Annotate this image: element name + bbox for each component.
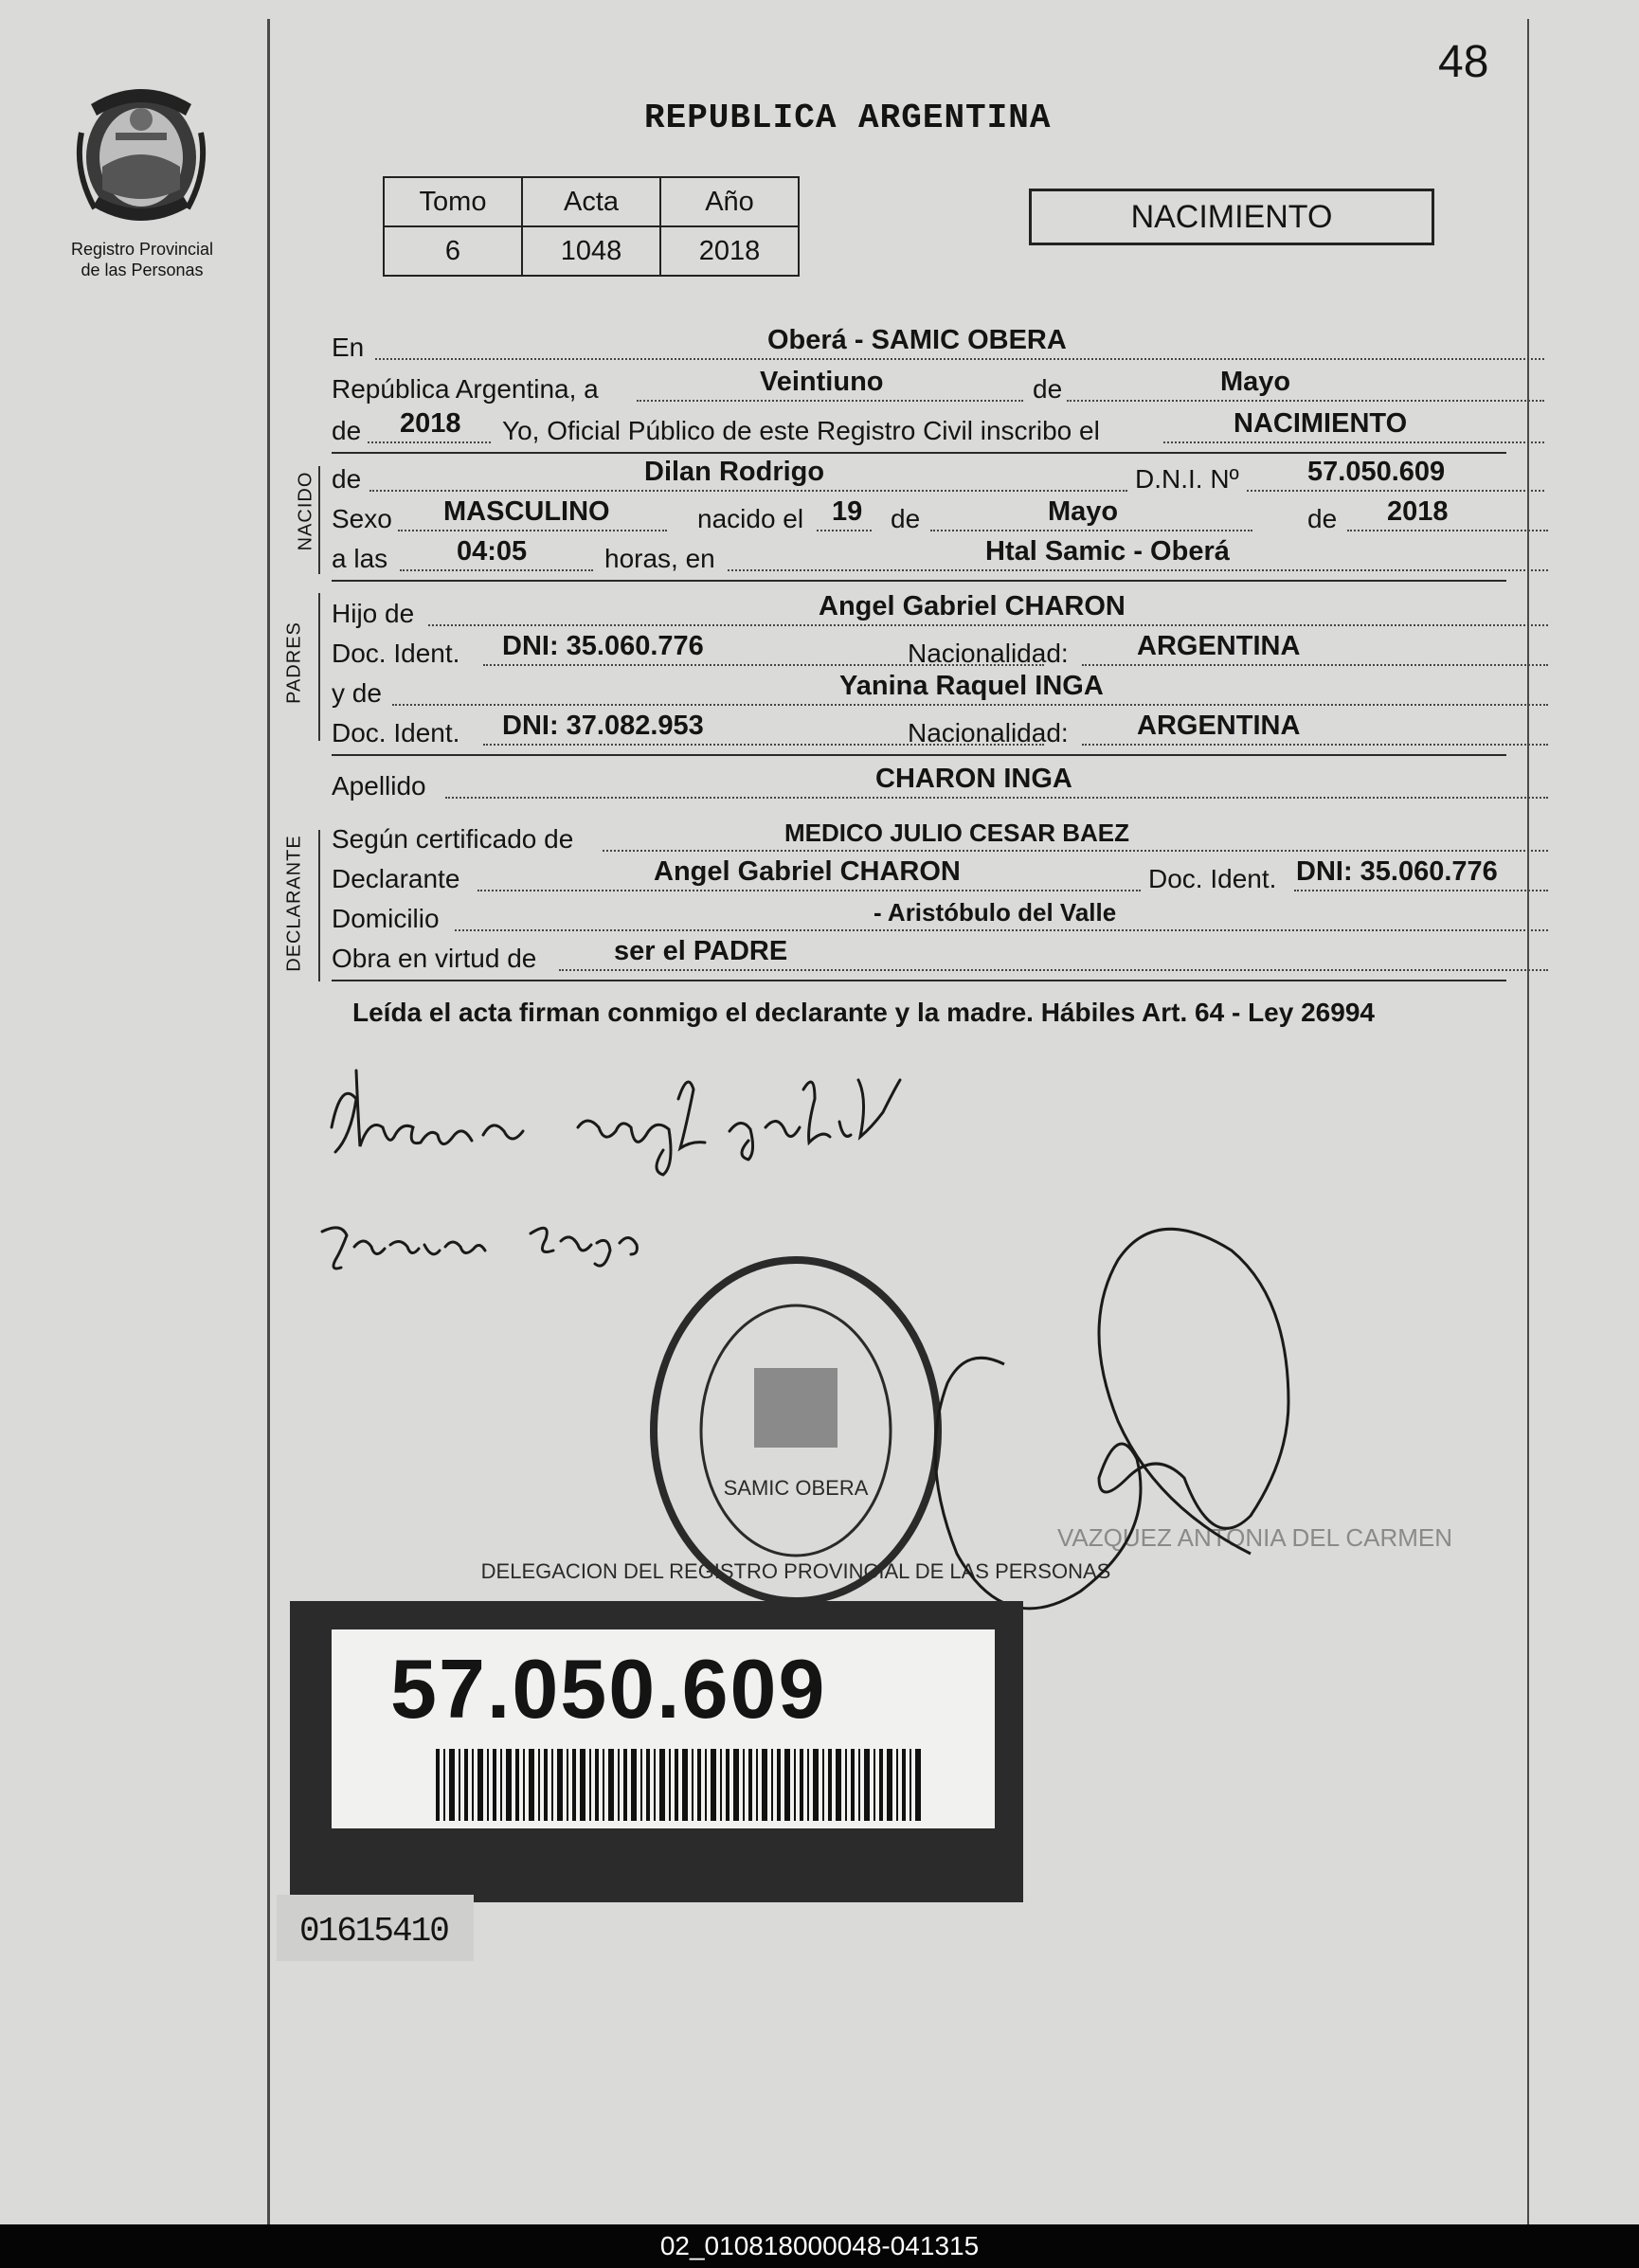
en-label: En xyxy=(332,333,365,362)
serial-number: 01615410 xyxy=(299,1912,448,1951)
row-republica xyxy=(332,367,1506,410)
nacionalidad-label: Nacionalidad: xyxy=(908,718,1069,747)
right-margin-line xyxy=(1527,19,1529,2224)
dotted-line xyxy=(603,850,1548,852)
mother-doc-value: DNI: 37.082.953 xyxy=(502,711,704,741)
mother-nationality-value: ARGENTINA xyxy=(1137,711,1301,741)
de-label: de xyxy=(332,416,362,445)
dotted-line xyxy=(817,530,872,531)
stamp-inner-text: SAMIC OBERA xyxy=(723,1476,869,1500)
id-number: 57.050.609 xyxy=(390,1642,827,1736)
row-certificado xyxy=(332,820,1506,860)
barcode xyxy=(436,1749,921,1821)
horas-en-label: horas, en xyxy=(604,544,715,573)
organization-name xyxy=(47,239,237,280)
nacido-section-label: NACIDO xyxy=(295,471,316,551)
page-number: 48 xyxy=(1438,37,1489,87)
doc-ident-label: Doc. Ident. xyxy=(332,718,460,747)
place-value: Oberá - SAMIC OBERA xyxy=(767,325,1067,355)
organization-line-2: de las Personas xyxy=(81,261,204,279)
record-type-box: NACIMIENTO xyxy=(1029,189,1434,245)
mother-signature xyxy=(322,1228,637,1269)
month-value: Mayo xyxy=(1220,367,1291,397)
section-bracket xyxy=(318,593,320,741)
row-madre xyxy=(332,671,1506,714)
official-stamp-name: VAZQUEZ ANTONIA DEL CARMEN xyxy=(1057,1523,1453,1552)
row-nombre xyxy=(332,457,1506,500)
de-label: de xyxy=(891,504,921,533)
mother-name-value: Yanina Raquel INGA xyxy=(839,671,1104,701)
footer-file-id: 02_010818000048-041315 xyxy=(0,2224,1639,2268)
certificado-label: Según certificado de xyxy=(332,824,574,854)
day-words-value: Veintiuno xyxy=(760,367,884,397)
tomo-header: Tomo xyxy=(384,177,522,226)
republica-label: República Argentina, a xyxy=(332,374,599,404)
obra-label: Obra en virtud de xyxy=(332,944,537,973)
dotted-line xyxy=(1294,890,1548,891)
dotted-line xyxy=(1347,530,1548,531)
dotted-line xyxy=(400,569,593,571)
declarant-name-value: Angel Gabriel CHARON xyxy=(654,856,961,887)
dotted-line xyxy=(368,441,491,443)
hijo-de-label: Hijo de xyxy=(332,599,415,628)
dotted-line xyxy=(1163,441,1544,443)
dotted-line xyxy=(1067,400,1544,402)
de-label: de xyxy=(1307,504,1338,533)
dotted-line xyxy=(392,704,1548,706)
acta-value: 1048 xyxy=(522,226,660,276)
declarant-doc-value: DNI: 35.060.776 xyxy=(1296,856,1498,887)
dotted-line xyxy=(455,929,1548,931)
child-dni-value: 57.050.609 xyxy=(1307,457,1446,487)
child-name-value: Dilan Rodrigo xyxy=(644,457,825,487)
delegation-stamp xyxy=(481,1260,1111,1601)
inscription-type-value: NACIMIENTO xyxy=(1234,408,1408,439)
row-hora xyxy=(332,536,1506,582)
father-name-value: Angel Gabriel CHARON xyxy=(819,591,1126,621)
row-domicilio xyxy=(332,900,1506,940)
dotted-line xyxy=(445,797,1548,799)
stamp-ring-text: DELEGACION DEL REGISTRO PROVINCIAL DE LAS PERSONAS xyxy=(480,1559,1111,1583)
birth-day-value: 19 xyxy=(832,496,863,527)
dotted-line xyxy=(1082,664,1548,666)
doc-ident-label: Doc. Ident. xyxy=(1148,864,1277,893)
dni-label: D.N.I. Nº xyxy=(1135,464,1239,494)
declarant-signature xyxy=(332,1071,900,1175)
row-anio-inscribo xyxy=(332,408,1506,454)
row-madre-doc xyxy=(332,711,1506,756)
nacido-el-label: nacido el xyxy=(697,504,804,533)
dotted-line xyxy=(559,969,1548,971)
surname-value: CHARON INGA xyxy=(875,764,1072,794)
doc-ident-label: Doc. Ident. xyxy=(332,639,460,668)
dotted-line xyxy=(398,530,667,531)
de-label: de xyxy=(1033,374,1063,404)
certificate-value: MEDICO JULIO CESAR BAEZ xyxy=(784,819,1130,847)
row-declarante xyxy=(332,856,1506,900)
birth-place-value: Htal Samic - Oberá xyxy=(985,536,1230,567)
tomo-value: 6 xyxy=(384,226,522,276)
dotted-line xyxy=(375,358,1544,360)
row-padre-doc xyxy=(332,631,1506,675)
birth-year-value: 2018 xyxy=(1387,496,1449,527)
acta-header: Acta xyxy=(522,177,660,226)
section-bracket xyxy=(318,830,320,981)
left-margin-line xyxy=(267,19,270,2224)
de-label: de xyxy=(332,464,362,494)
father-nationality-value: ARGENTINA xyxy=(1137,631,1301,661)
registration-table xyxy=(383,176,800,277)
row-apellido xyxy=(332,764,1506,807)
dotted-line xyxy=(1247,490,1544,492)
province-seal-logo xyxy=(72,76,210,237)
anio-value: 2018 xyxy=(660,226,799,276)
address-value: - Aristóbulo del Valle xyxy=(874,898,1117,927)
a-las-label: a las xyxy=(332,544,388,573)
inscription-text: Yo, Oficial Público de este Registro Civil inscribo el xyxy=(502,416,1100,445)
row-obra xyxy=(332,936,1506,981)
birth-month-value: Mayo xyxy=(1048,496,1119,527)
dotted-line xyxy=(477,890,1141,891)
dotted-line xyxy=(930,530,1252,531)
declarante-label: Declarante xyxy=(332,864,460,893)
legal-statement: Leída el acta firman conmigo el declarante y la madre. Hábiles Art. 64 - Ley 26994 xyxy=(352,998,1375,1027)
acts-as-value: ser el PADRE xyxy=(614,936,788,966)
dotted-line xyxy=(428,624,1548,626)
section-bracket xyxy=(318,466,320,574)
apellido-label: Apellido xyxy=(332,771,426,801)
dotted-line xyxy=(369,490,1127,492)
padres-section-label: PADRES xyxy=(283,621,305,704)
nacionalidad-label: Nacionalidad: xyxy=(908,639,1069,668)
anio-header: Año xyxy=(660,177,799,226)
declarante-section-label: DECLARANTE xyxy=(283,835,305,972)
row-en xyxy=(332,325,1506,369)
sexo-label: Sexo xyxy=(332,504,392,533)
sex-value: MASCULINO xyxy=(443,496,610,527)
y-de-label: y de xyxy=(332,678,382,708)
dotted-line xyxy=(1082,744,1548,746)
document-title: REPUBLICA ARGENTINA xyxy=(644,99,1052,137)
father-doc-value: DNI: 35.060.776 xyxy=(502,631,704,661)
birth-time-value: 04:05 xyxy=(457,536,528,567)
signatures-and-stamps xyxy=(303,1061,1478,1686)
year-value: 2018 xyxy=(400,408,461,439)
domicilio-label: Domicilio xyxy=(332,904,440,933)
row-padre xyxy=(332,591,1506,635)
dotted-line xyxy=(637,400,1023,402)
row-sexo xyxy=(332,496,1506,540)
organization-line-1: Registro Provincial xyxy=(70,240,214,259)
dotted-line xyxy=(728,569,1548,571)
